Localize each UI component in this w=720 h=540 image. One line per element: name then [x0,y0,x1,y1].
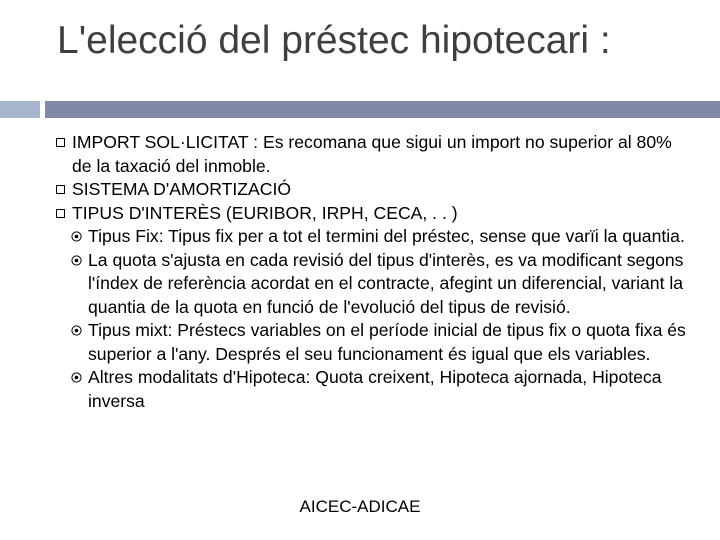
bullet-sistema-amortitzacio [54,178,694,202]
bullet-text: TIPUS D'INTERÈS (EURIBOR, IRPH, CECA, . . ) [72,202,458,223]
slide-body [54,131,694,413]
checkbox-square-icon [56,185,65,194]
sub-bullet-quota-revisio [54,249,694,320]
bullet-tipus-interes [54,202,694,226]
slide-footer: AICEC-ADICAE [299,497,421,516]
sub-bullet-altres-modalitats [54,366,694,413]
sub-bullet-tipus-fix [54,225,694,249]
sub-bullet-text: Tipus mixt: Préstecs variables on el període inicial de tipus fix o quota fixa és superior a l'any. Després el seu funcionament és igual que els variables. [88,320,686,364]
circled-target-icon [71,372,82,383]
circled-target-icon [71,255,82,266]
title-rule [45,101,720,118]
bullet-import-sol-licitat [54,131,694,178]
sub-bullet-text: Tipus Fix: Tipus fix per a tot el termini del préstec, sense que varïi la quantia. [88,226,685,246]
sub-bullet-text: La quota s'ajusta en cada revisió del tipus d'interès, es va modificant segons l'índex de referència acordat en el contracte, afegint un diferencial, variant la quantia de la quota en funció de l'evolució del tipus de revisió. [88,249,684,317]
bullet-text: IMPORT SOL·LICITAT : Es recomana que sigui un import no superior al 80% de la taxació del inmoble. [72,132,672,176]
circled-target-icon [71,231,82,242]
sub-bullet-tipus-mixt [54,319,694,366]
checkbox-square-icon [56,138,65,147]
checkbox-square-icon [56,209,65,218]
title-rule-accent [0,101,40,118]
bullet-text: SISTEMA D'AMORTIZACIÓ [72,179,292,199]
circled-target-icon [71,325,82,336]
sub-bullet-text: Altres modalitats d'Hipoteca: Quota creixent, Hipoteca ajornada, Hipoteca inversa [88,367,662,411]
slide-title: L'elecció del préstec hipotecari : [57,19,611,62]
